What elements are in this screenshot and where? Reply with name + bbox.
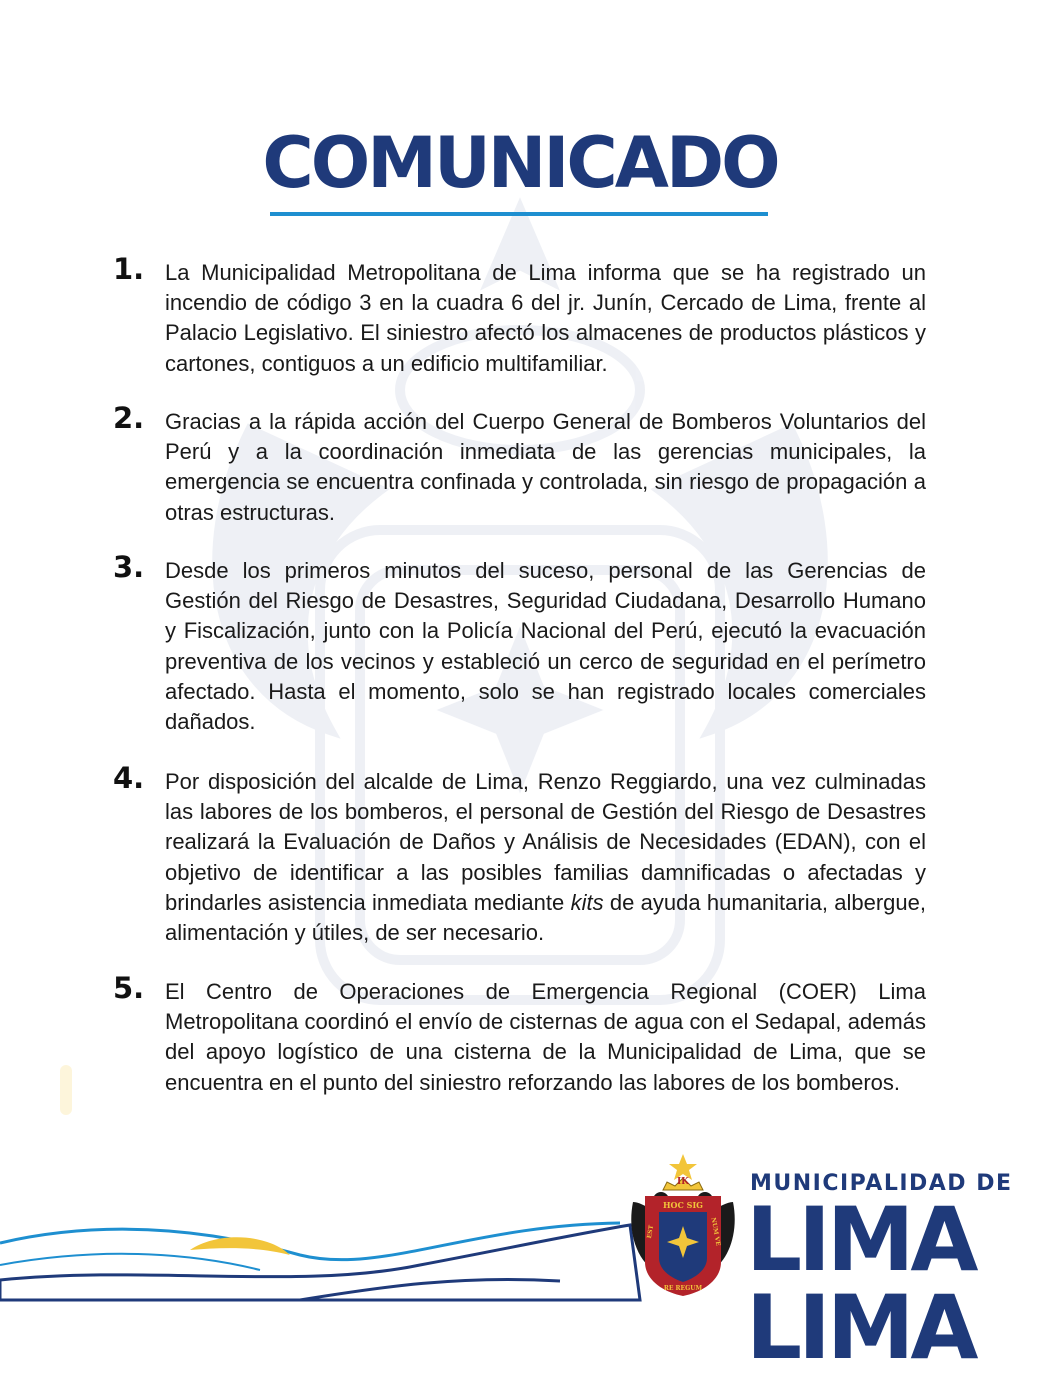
item-number: 1. — [113, 252, 145, 286]
title-underline — [270, 212, 768, 216]
item-text: El Centro de Operaciones de Emergencia Regional (COER) Lima Metropolitana coordinó el envío de cisternas de agua con el Sedapal, además del apoyo logístico de una cisterna de la Municipalidad de Lima, que se encuentra en el punto del siniestro reforzando las labores de los bomberos. — [165, 979, 926, 1095]
crest-initials: IK — [676, 1177, 690, 1187]
item-text-before: Por disposición del alcalde de Lima, Renzo Reggiardo, una vez culminadas las labores de los bomberos, el personal de Gestión del Riesgo de Desastres realizará la Evaluación de Daños y Análisis de Necesidades (EDAN), con el objetivo de identificar a las posibles familias damnificadas o afectadas y brindarles asistencia inmediata mediante — [165, 769, 926, 915]
decorative-mark — [56, 1065, 76, 1115]
org-name-reflection — [746, 1276, 1036, 1379]
page-title: COMUNICADO — [262, 122, 778, 204]
lima-crest-logo — [627, 1152, 739, 1300]
item-text — [165, 767, 926, 948]
org-line: MUNICIPALIDAD DE — [750, 1171, 1013, 1196]
crest-motto-left: EST — [645, 1224, 656, 1239]
org-name: LIMA — [746, 1188, 975, 1291]
item-number: 5. — [113, 971, 145, 1005]
item-number: 3. — [113, 550, 145, 584]
crest-motto-right: NUM VE — [709, 1217, 722, 1247]
item-text: Gracias a la rápida acción del Cuerpo General de Bomberos Voluntarios del Perú y a la coordinación inmediata de las gerencias municipales, la emergencia se encuentra confinada y controlada, sin riesgo de propagación a otras estructuras. — [165, 409, 926, 525]
crest-motto-bottom: RE REGUM — [663, 1285, 703, 1292]
item-number: 2. — [113, 401, 145, 435]
item-number: 4. — [113, 761, 145, 795]
item-text: Desde los primeros minutos del suceso, personal de las Gerencias de Gestión del Riesgo de Desastres, Seguridad Ciudadana, Desarrollo Humano y Fiscalización, junto con la Policía Nacional del Perú, ejecutó la evacuación preventiva de los vecinos y estableció un cerco de seguridad en el perímetro afectado. Hasta el momento, solo se han registrado locales comerciales dañados. — [165, 558, 926, 735]
item-text: La Municipalidad Metropolitana de Lima informa que se ha registrado un incendio de código 3 en la cuadra 6 del jr. Junín, Cercado de Lima, frente al Palacio Legislativo. El siniestro afectó los almacenes de productos plásticos y cartones, contiguos a un edificio multifamiliar. — [165, 260, 926, 376]
org-name-reflection-text: LIMA — [746, 1276, 975, 1379]
item-text-italic: kits — [570, 889, 604, 915]
crest-motto-top: HOC SIG — [662, 1200, 704, 1210]
item-text-after: de ayuda humanitaria, albergue, alimentación y útiles, de ser necesario. — [165, 889, 926, 946]
footer-waves — [0, 1195, 640, 1300]
